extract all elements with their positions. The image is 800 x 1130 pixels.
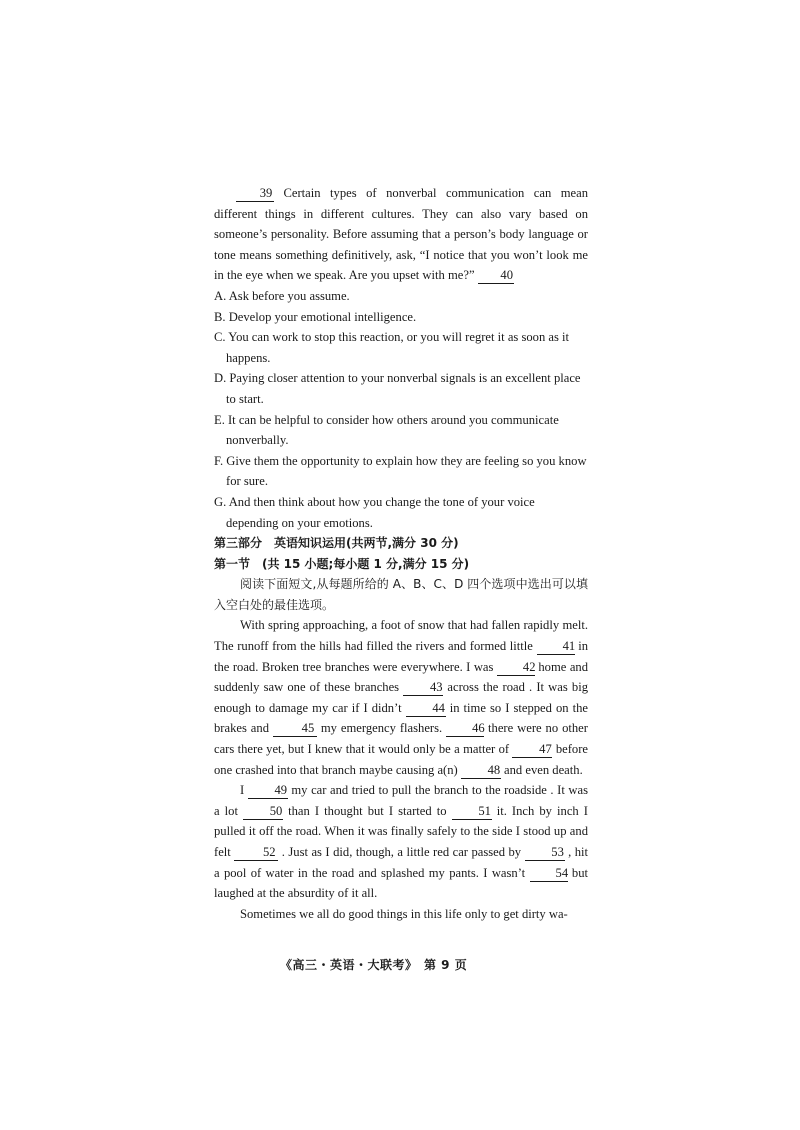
page-footer: 《高三・英语・大联考》 第 9 页: [280, 958, 468, 972]
option-g: G. And then think about how you change the tone of your voice depending on your emotions.: [214, 494, 535, 530]
blank-52: 52: [234, 845, 278, 861]
option-c: C. You can work to stop this reaction, or you will regret it as soon as it happens.: [214, 330, 570, 365]
cloze-text: than I thought but I started to: [288, 803, 447, 818]
cloze-text: in the road. Broken tree branches were everywhere. I was: [214, 639, 589, 674]
blank-40: 40: [478, 268, 514, 284]
blank-41: 41: [537, 639, 575, 655]
cloze-text: . Just as I did, though, a little red car passed by: [281, 845, 522, 859]
cloze-paragraph-2: [214, 780, 588, 904]
section-instruction: 阅读下面短文,从每题所给的 A、B、C、D 四个选项中选出可以填入空白处的最佳选项。: [214, 577, 588, 612]
passage-text: Certain types of nonverbal communication can mean different things in different cultures. They can also vary based on someone’s personality. Before assuming that a person’s body language or tone means something definitively, ask, “I notice that you won’t look me in the eye when we speak. Are you upset with me?”: [214, 186, 589, 283]
cloze-text: home and suddenly saw one of these branches: [214, 659, 588, 695]
cloze-text: there were no other cars there yet, but I knew that it would only be a matter of: [214, 721, 588, 757]
blank-54: 54: [530, 866, 568, 882]
cloze-text: , hit a pool of water in the road and splashed my pants. I wasn’t: [214, 845, 588, 880]
blank-50: 50: [243, 804, 283, 820]
cloze-text: my emergency flashers.: [320, 721, 443, 736]
blank-49: 49: [248, 783, 288, 799]
option-a: A. Ask before you assume.: [214, 288, 350, 303]
blank-53: 53: [525, 845, 565, 861]
section-title: 第一节 (共 15 小题;每小题 1 分,满分 15 分): [214, 556, 470, 571]
blank-51: 51: [452, 804, 492, 820]
blank-39: 39: [236, 186, 274, 202]
blank-47: 47: [512, 742, 552, 758]
cloze-text: in time so I stepped on the brakes and: [214, 700, 589, 736]
cloze-text: across the road . It was big enough to damage my car if I didn’t: [214, 680, 588, 715]
cloze-text: it. Inch by inch I pulled it off the road. When it was finally safely to the side I stood up and felt: [214, 803, 588, 859]
cloze-text: but laughed at the absurdity of it all.: [214, 865, 588, 901]
blank-42: 42: [497, 660, 535, 676]
option-b: B. Develop your emotional intelligence.: [214, 309, 417, 324]
blank-43: 43: [403, 680, 443, 696]
cloze-paragraph-1: [214, 615, 588, 780]
blank-46: 46: [446, 721, 484, 737]
page-content: [214, 183, 588, 924]
passage-paragraph: [214, 183, 588, 286]
cloze-text: and even death.: [504, 762, 583, 777]
option-d: D. Paying closer attention to your nonverbal signals is an excellent place to start.: [214, 371, 581, 406]
option-f: F. Give them the opportunity to explain how they are feeling so you know for sure.: [214, 453, 587, 489]
blank-45: 45: [273, 721, 317, 737]
cloze-paragraph-3: Sometimes we all do good things in this life only to get dirty wa-: [240, 906, 568, 921]
blank-48: 48: [461, 763, 501, 779]
blank-44: 44: [406, 701, 446, 717]
cloze-text: With spring approaching, a foot of snow that had fallen rapidly melt. The runoff from the hills had filled the rivers and formed little: [214, 618, 588, 654]
cloze-text: I: [240, 783, 245, 798]
part-title: 第三部分 英语知识运用(共两节,满分 30 分): [214, 536, 459, 551]
options-list: [214, 286, 588, 533]
option-e: E. It can be helpful to consider how others around you communicate nonverbally.: [214, 412, 559, 448]
cloze-text: my car and tried to pull the branch to the roadside . It was a lot: [214, 783, 589, 818]
cloze-text: before one crashed into that branch maybe causing a(n): [214, 742, 588, 777]
